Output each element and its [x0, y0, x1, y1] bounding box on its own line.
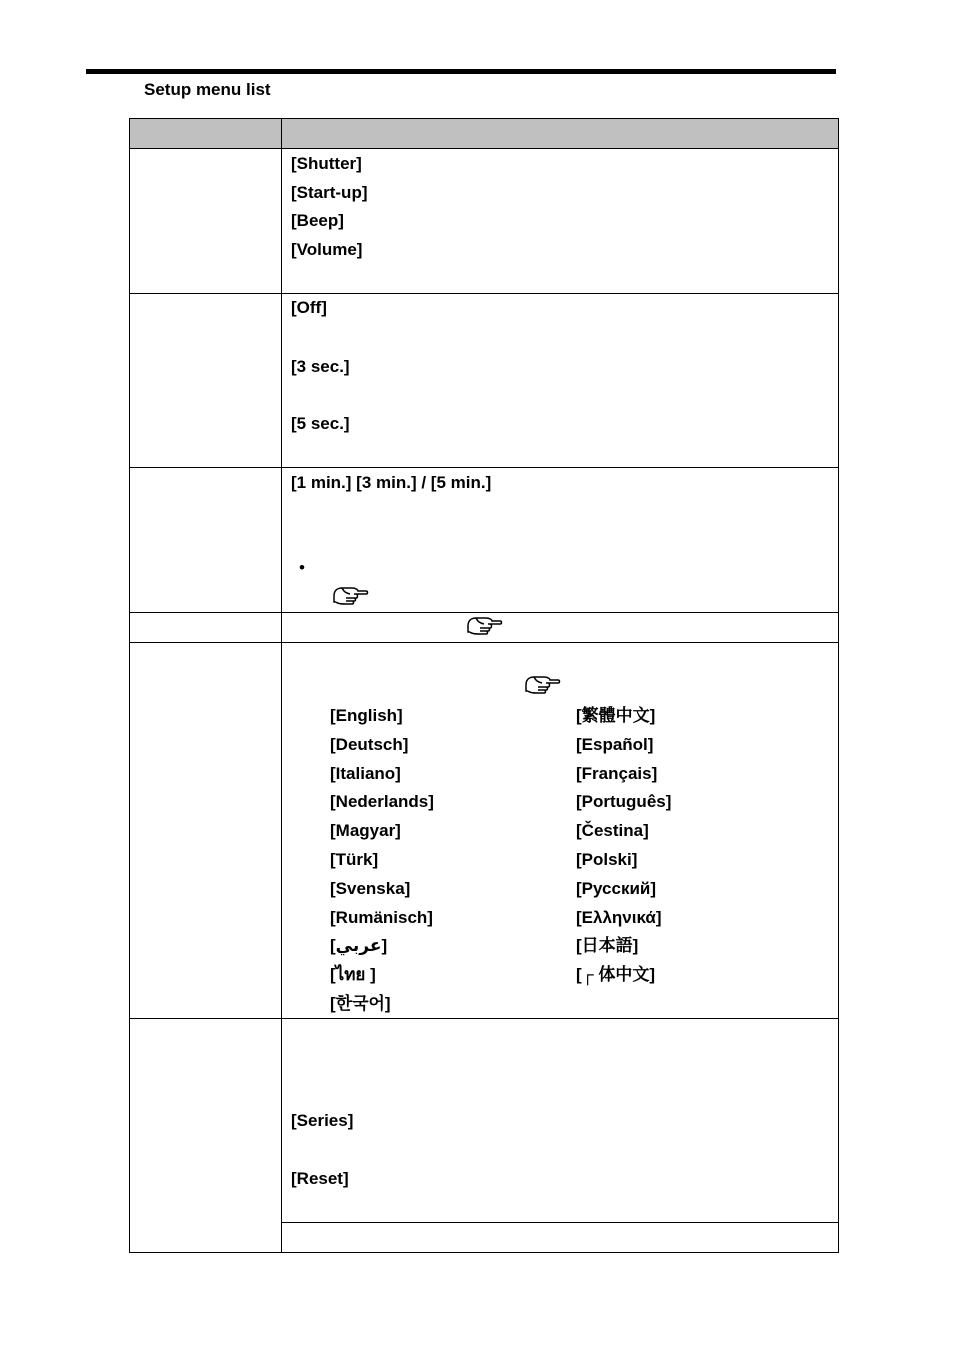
language-option: [繁體中文] [576, 706, 656, 725]
language-option: [Deutsch] [330, 735, 409, 754]
table-border-left [129, 118, 130, 1253]
language-option: [Polski] [576, 850, 638, 869]
language-option: [English] [330, 706, 403, 725]
top-rule [86, 69, 836, 74]
language-option: [Nederlands] [330, 792, 434, 811]
auto-off-options: [1 min.] [3 min.] / [5 min.] [291, 473, 492, 492]
language-option: [Français] [576, 764, 658, 783]
file-no-option-reset: [Reset] [291, 1169, 349, 1188]
file-no-option-series: [Series] [291, 1111, 354, 1130]
language-option: [Русский] [576, 879, 657, 898]
review-option-off: [Off] [291, 298, 327, 317]
table-border-bottom [129, 1252, 839, 1253]
language-option: [Português] [576, 792, 672, 811]
language-option: [Ελληνικά] [576, 908, 662, 927]
sound-option-startup: [Start-up] [291, 183, 368, 202]
sound-option-volume: [Volume] [291, 240, 363, 259]
language-option: [한국어] [330, 994, 391, 1013]
row-divider [129, 467, 839, 468]
review-option-3sec: [3 sec.] [291, 357, 350, 376]
table-border-right [838, 118, 839, 1253]
pointing-hand-icon [466, 614, 504, 636]
language-option: [Magyar] [330, 821, 401, 840]
setup-menu-table [129, 118, 839, 1253]
language-option: [Türk] [330, 850, 379, 869]
sound-option-beep: [Beep] [291, 211, 344, 230]
pointing-hand-icon [332, 584, 370, 606]
row-divider [129, 1018, 839, 1019]
language-option: [Italiano] [330, 764, 401, 783]
row-divider [282, 1222, 839, 1223]
column-divider [281, 118, 282, 1253]
language-option: [عربي] [330, 936, 388, 955]
section-title: Setup menu list [144, 80, 271, 99]
language-option: [Español] [576, 735, 654, 754]
language-option: [Čestina] [576, 821, 649, 840]
bullet: • [299, 558, 305, 577]
language-option: [Rumänisch] [330, 908, 433, 927]
row-divider [129, 612, 839, 613]
review-option-5sec: [5 sec.] [291, 414, 350, 433]
language-option: [Svenska] [330, 879, 411, 898]
sound-option-shutter: [Shutter] [291, 154, 362, 173]
table-header-row [129, 118, 839, 149]
language-option: [日本語] [576, 936, 639, 955]
row-divider [129, 293, 839, 294]
pointing-hand-icon [524, 673, 562, 695]
language-option: [ไทย ] [330, 965, 376, 984]
row-divider [129, 642, 839, 643]
language-option: [┌ 体中文] [576, 965, 656, 984]
